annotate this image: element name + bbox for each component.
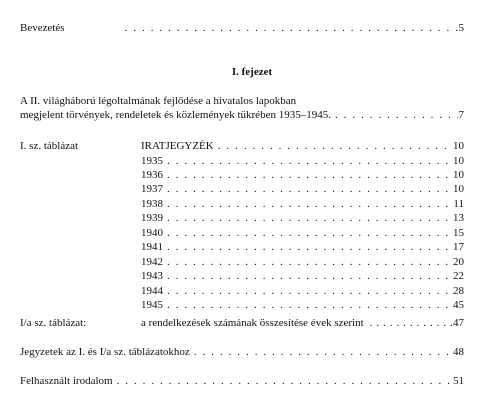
toc-entry-title: Bevezetés xyxy=(20,22,65,34)
toc-year: 1945 xyxy=(141,299,163,311)
toc-entry-year[interactable] xyxy=(141,183,464,196)
toc-entry-notes[interactable] xyxy=(20,346,464,359)
toc-page-number: 20 xyxy=(453,256,464,268)
toc-year: 1936 xyxy=(141,169,163,181)
toc-entry-year[interactable] xyxy=(141,212,464,225)
toc-entry-year[interactable] xyxy=(141,198,464,211)
dot-leader xyxy=(167,299,452,312)
toc-page-number: 48 xyxy=(453,346,464,358)
toc-page-number: 10 xyxy=(453,169,464,181)
table-label: I/a sz. táblázat: xyxy=(20,317,87,329)
toc-entry-year[interactable] xyxy=(141,270,464,283)
toc-entry-chapter-line1[interactable]: A II. világháború légoltalmának fejlődése a hivatalos lapokban xyxy=(20,95,297,107)
toc-page-number: 5 xyxy=(458,22,464,34)
toc-entry-year[interactable] xyxy=(141,227,464,240)
dot-leader xyxy=(167,169,452,182)
dot-leader xyxy=(125,22,458,35)
dot-leader xyxy=(167,241,452,254)
toc-page-number: 10 xyxy=(453,183,464,195)
toc-page-number: 51 xyxy=(453,375,464,387)
toc-year: 1938 xyxy=(141,198,163,210)
toc-entry-year[interactable] xyxy=(141,285,464,298)
toc-year: 1935 xyxy=(141,155,163,167)
toc-entry-title: a rendelkezések számának összesítése évek szerint xyxy=(141,317,364,329)
toc-page-number: 28 xyxy=(453,285,464,297)
chapter-heading: I. fejezet xyxy=(231,66,273,78)
toc-entry-year[interactable] xyxy=(141,169,464,182)
toc-entry-title: IRATJEGYZÉK xyxy=(141,140,214,152)
dot-leader xyxy=(167,212,452,225)
toc-year: 1942 xyxy=(141,256,163,268)
toc-year: 1940 xyxy=(141,227,163,239)
toc-entry-year[interactable] xyxy=(141,299,464,312)
toc-year: 1941 xyxy=(141,241,163,253)
toc-page-number: 11 xyxy=(453,198,464,210)
toc-page-number: 10 xyxy=(453,140,464,152)
toc-page-number: 22 xyxy=(453,270,464,282)
toc-page-number: 10 xyxy=(453,155,464,167)
dot-leader xyxy=(167,256,452,269)
dot-leader xyxy=(218,140,452,153)
dot-leader xyxy=(335,109,458,122)
dot-leader xyxy=(370,317,452,330)
dot-leader xyxy=(167,270,452,283)
dot-leader xyxy=(167,285,452,298)
dot-leader xyxy=(167,183,452,196)
toc-entry-table1a[interactable] xyxy=(141,317,464,330)
toc-year: 1943 xyxy=(141,270,163,282)
toc-page-number: 45 xyxy=(453,299,464,311)
toc-entry-year[interactable] xyxy=(141,241,464,254)
toc-entry-year[interactable] xyxy=(141,155,464,168)
table-label: I. sz. táblázat xyxy=(20,140,79,152)
dot-leader xyxy=(194,346,452,359)
dot-leader xyxy=(167,198,452,211)
toc-entry-title: Jegyzetek az I. és I/a sz. táblázatokhoz xyxy=(20,346,190,358)
toc-entry-literature[interactable] xyxy=(20,375,464,388)
dot-leader xyxy=(117,375,452,388)
dot-leader xyxy=(167,155,452,168)
toc-page-number: 13 xyxy=(453,212,464,224)
toc-page-number: 47 xyxy=(453,317,464,329)
toc-entry-table1[interactable] xyxy=(141,140,464,153)
toc-page-number: 7 xyxy=(458,109,464,121)
toc-entry-chapter[interactable] xyxy=(20,109,464,122)
toc-year: 1939 xyxy=(141,212,163,224)
toc-year: 1937 xyxy=(141,183,163,195)
toc-entry-title: megjelent törvények, rendeletek és közlemények tükrében 1935–1945. xyxy=(20,109,331,121)
toc-entry-intro[interactable] xyxy=(20,22,464,35)
toc-entry-title: Felhasznált irodalom xyxy=(20,375,113,387)
dot-leader xyxy=(167,227,452,240)
toc-page-number: 17 xyxy=(453,241,464,253)
toc-entry-year[interactable] xyxy=(141,256,464,269)
toc-year: 1944 xyxy=(141,285,163,297)
toc-page-number: 15 xyxy=(453,227,464,239)
